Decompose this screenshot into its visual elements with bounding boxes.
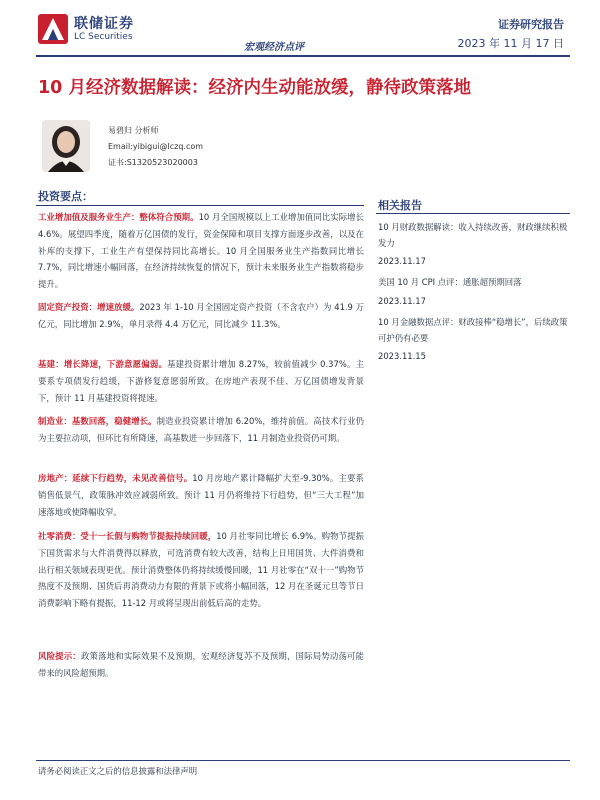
logo	[38, 14, 134, 44]
document-type: 宏观经济点评	[244, 42, 304, 53]
disclaimer-notice: 请务必阅读正文之后的信息披露和法律声明	[38, 766, 198, 776]
report-label: 证券研究报告	[498, 18, 564, 31]
related-reports-heading: 相关报告	[378, 199, 422, 212]
key-point-paragraph	[38, 470, 364, 520]
key-points-divider	[36, 205, 364, 206]
key-point-lead: 固定资产投资：增速放缓。	[38, 302, 140, 312]
footer-divider	[36, 760, 570, 761]
risk-warning	[38, 648, 364, 682]
related-report-link[interactable]: 10 月财政数据解读：收入持续改善，财政继续积极发力	[378, 222, 568, 249]
analyst-info	[108, 123, 203, 171]
related-report-date: 2023.11.17	[378, 296, 426, 306]
key-point-paragraph	[38, 209, 364, 293]
risk-warning-lead: 风险提示：	[38, 651, 81, 661]
analyst-name: 易碧归 分析师	[108, 126, 159, 135]
key-point-text: 10 月全国规模以上工业增加值同比实际增长 4.6%。展望四季度，随着万亿国债的发行，资金保障和项目支撑方面逐步改善，以及在补库的支撑下，工业生产有望保持同比高增长。10 月全国服务业生产指数同比增长 7.7%，同比增速小幅回落，在经济持续恢复的情况下，预计未来服务业生产指数将稳步提升。	[38, 212, 364, 290]
logo-name-en: LC Securities	[74, 31, 133, 42]
related-report-date: 2023.11.17	[378, 256, 426, 266]
person-photo-icon	[42, 120, 90, 172]
related-report-link[interactable]: 10 月金融数据点评：财政接棒“稳增长”，后续政策可护仍有必要	[378, 317, 568, 344]
key-point-text: 2023 年 1-10 月全国固定资产投资（不含农户）为 41.9 万亿元，同比增加 2.9%，单月录得 4.4 万亿元，同比减少 11.3%。	[38, 302, 365, 329]
page-title: 10 月经济数据解读：经济内生动能放缓，静待政策落地	[38, 78, 471, 98]
risk-warning-text: 政策落地和实际效果不及预期，宏观经济复苏不及预期，国际局势动荡可能带来的风险超预期。	[38, 651, 365, 678]
related-report-link[interactable]: 美国 10 月 CPI 点评：通胀超预期回落	[378, 277, 522, 287]
key-point-paragraph	[38, 299, 364, 333]
key-point-paragraph	[38, 356, 364, 406]
analyst-email[interactable]: Email:yibigui@lczq.com	[108, 142, 204, 151]
key-point-paragraph	[38, 413, 364, 447]
key-point-paragraph	[38, 528, 364, 612]
related-report-date: 2023.11.15	[378, 351, 426, 361]
header-divider	[36, 55, 570, 57]
analyst-certificate: 证书:S1320523020003	[108, 158, 198, 167]
key-points-heading: 投资要点：	[38, 190, 93, 203]
key-point-lead: 房地产：延续下行趋势，未见改善信号。	[38, 473, 193, 483]
page-header	[0, 0, 600, 58]
related-reports-divider	[376, 213, 570, 214]
key-point-text: 10 月社零同比增长 6.9%。购物节提振下国货需求与大件消费得以释放，可选消费有较大改善，结构上日用国货、大件消费和出行相关领域表现更优。预计消费整体仍将持续缓慢回暖，11 月社零在“双十一”购物节热度不及预期、国货后再消费动力有限的背景下或将小幅回落，12 月在圣诞元旦等节日消费影响下略有提振，11-12 月或将呈现出前低后高的走势。	[38, 531, 364, 609]
analyst-avatar	[42, 120, 90, 172]
lc-logo-icon	[38, 14, 68, 44]
report-date: 2023 年 11 月 17 日	[457, 37, 564, 50]
key-point-lead: 制造业：基数回落，稳健增长。	[38, 416, 157, 426]
key-point-lead: 工业增加值及服务业生产：整体符合预期。	[38, 212, 199, 222]
key-point-text: 基建投资累计增加 8.27%，较前值减少 0.37%。主要系专项债发行趋缓，下游修复意愿弱所致。在房地产表现不佳、万亿国债增发背景下，预计 11 月基建投资将提速。	[38, 359, 364, 403]
key-point-lead: 基建：增长降速，下游意愿偏弱。	[38, 359, 168, 369]
key-point-text: 制造业投资累计增加 6.20%，维持前值。高技术行业仍为主要拉动项，但环比有所降速，高基数进一步回落下，11 月制造业投资仍可期。	[38, 416, 364, 443]
key-point-lead: 社零消费：受十一长假与购物节提振持续回暖，	[38, 531, 217, 541]
logo-name-cn: 联储证券	[74, 15, 134, 32]
key-point-text: 10 月房地产累计降幅扩大至-9.30%。主要系销售低景气，政策脉冲效应减弱所致。预计 11 月仍将维持下行趋势，但“三大工程”加速落地或使降幅收窄。	[38, 473, 364, 517]
